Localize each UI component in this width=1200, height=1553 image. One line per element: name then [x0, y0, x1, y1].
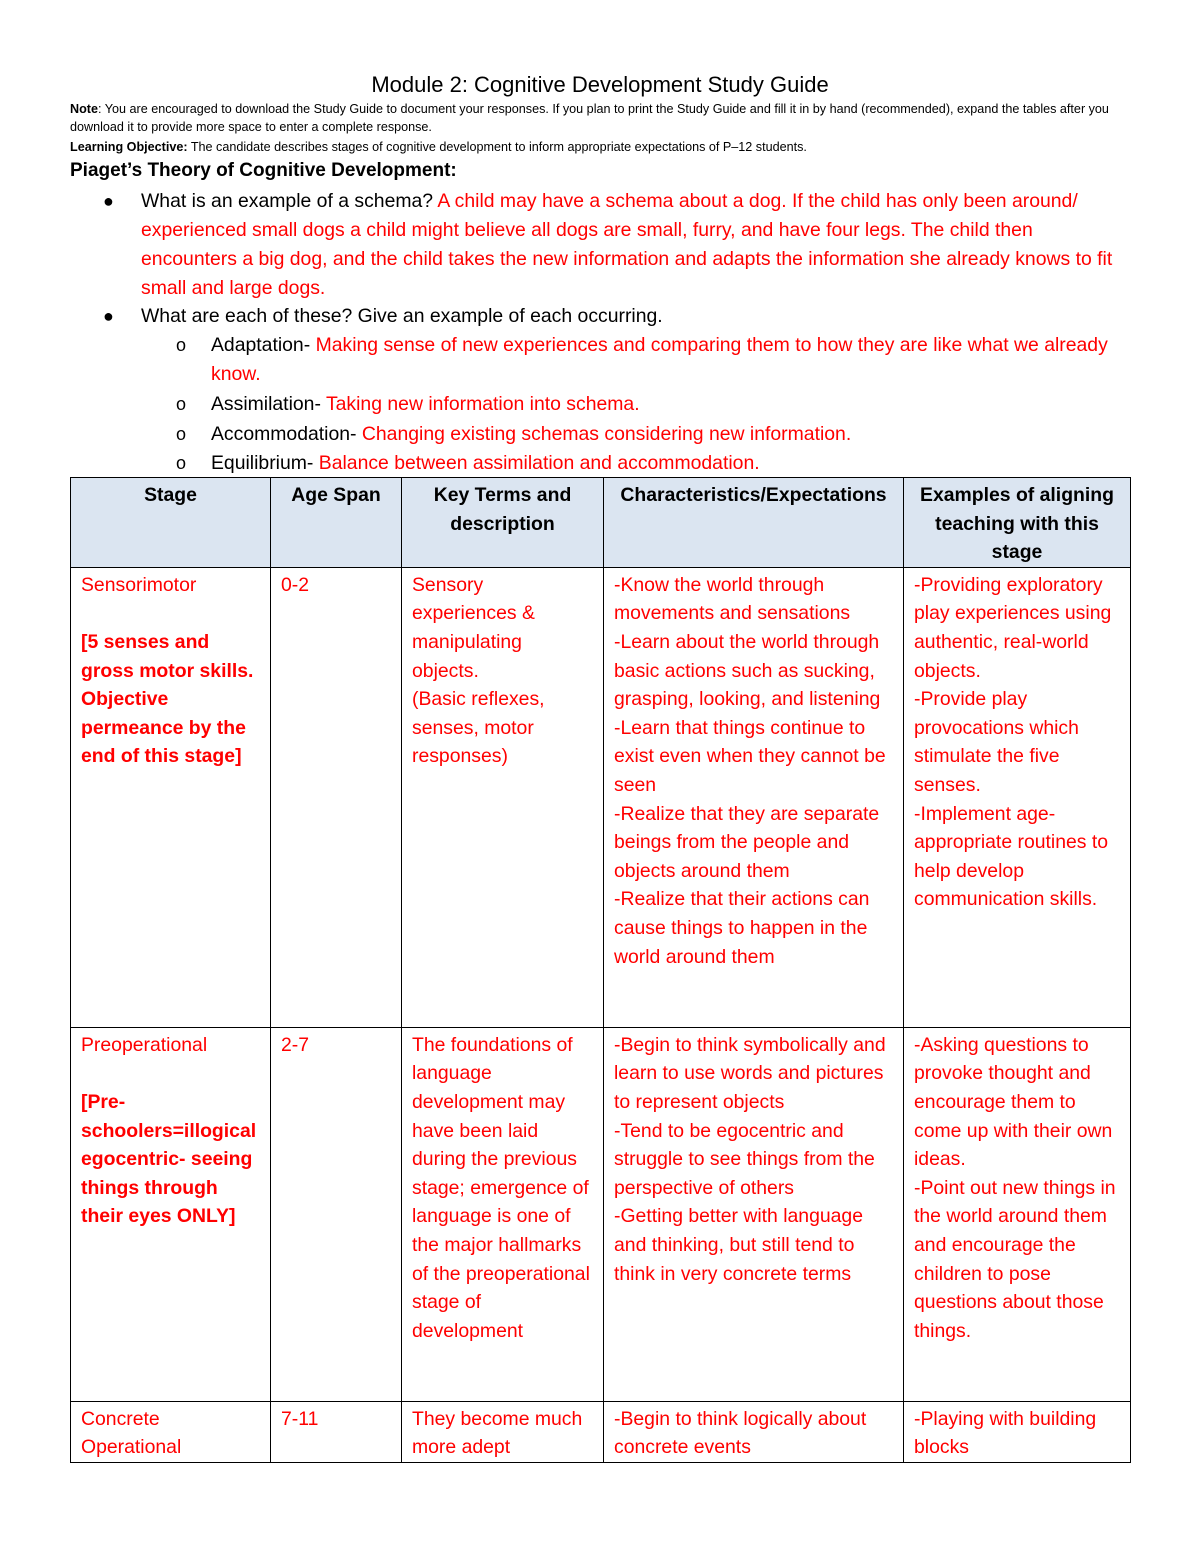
- examples-cell: -Providing exploratory play experiences using authentic, real-world objects. -Provide play provocations which stimulate the five senses. -Implement age-appropriate routines to help develop communication skills.: [904, 567, 1131, 1027]
- key-terms-cell: Sensory experiences & manipulating objects. (Basic reflexes, senses, motor responses): [402, 567, 604, 1027]
- question-terms: [141, 302, 1126, 331]
- question-schema: [141, 187, 1126, 303]
- examples-cell: -Asking questions to provoke thought and encourage them to come up with their own ideas. -Point out new things in the world around them and encourage the children to pose questions about those things.: [904, 1027, 1131, 1401]
- header-age-span: Age Span: [271, 478, 402, 568]
- circle-bullet-icon: o: [176, 424, 187, 444]
- age-span-cell: 0-2: [271, 567, 402, 1027]
- table-row: [71, 1401, 1131, 1462]
- page-title: Module 2: Cognitive Development Study Guide: [371, 72, 829, 97]
- circle-bullet-icon: o: [176, 335, 187, 355]
- question-text: What is an example of a schema?: [141, 190, 438, 212]
- note-paragraph: [70, 100, 1130, 136]
- question-text: What are each of these? Give an example of each occurring.: [141, 305, 663, 327]
- term-label: Accommodation-: [211, 423, 362, 445]
- stage-name: Sensorimotor: [81, 573, 197, 596]
- bullet-icon: ●: [103, 306, 114, 326]
- header-stage: Stage: [71, 478, 271, 568]
- term-accommodation: [211, 420, 1126, 449]
- stage-note: [5 senses and gross motor skills. Objective permeance by the end of this stage]: [81, 630, 254, 768]
- term-label: Assimilation-: [211, 393, 326, 415]
- characteristics-cell: -Know the world through movements and sensations -Learn about the world through basic actions such as sucking, grasping, looking, and listening -Learn that things continue to exist even when they cannot be seen -Realize that they are separate beings from the people and objects around them -Realize that their actions can cause things to happen in the world around them: [604, 567, 904, 1027]
- answer-text: A child may have a schema about a dog. If the child has only been around/ experienced small dogs a child might believe all dogs are small, furry, and have four legs. The child then encounters a big dog, and the child takes the new information and adapts the information she already knows to fit small and large dogs.: [141, 190, 1113, 299]
- section-heading: Piaget’s Theory of Cognitive Development:: [70, 160, 457, 181]
- term-label: Adaptation-: [211, 334, 316, 356]
- bullet-icon: ●: [103, 191, 114, 211]
- term-definition: Balance between assimilation and accommodation.: [318, 452, 760, 474]
- header-examples: Examples of aligning teaching with this stage: [904, 478, 1131, 568]
- table-row: [71, 1027, 1131, 1401]
- age-span-cell: 7-11: [271, 1401, 402, 1462]
- term-definition: Making sense of new experiences and comparing them to how they are like what we already know.: [211, 334, 1108, 385]
- key-terms-cell: They become much more adept: [402, 1401, 604, 1462]
- note-text: : You are encouraged to download the Study Guide to document your responses. If you plan to print the Study Guide and fill it in by hand (recommended), expand the tables after you download it to provide more space to enter a complete response.: [70, 102, 1109, 134]
- age-span-cell: 2-7: [271, 1027, 402, 1401]
- learning-objective-label: Learning Objective:: [70, 140, 188, 154]
- circle-bullet-icon: o: [176, 394, 187, 414]
- circle-bullet-icon: o: [176, 453, 187, 473]
- key-terms-cell: The foundations of language development may have been laid during the previous stage; emergence of language is one of the major hallmarks of the preoperational stage of development: [402, 1027, 604, 1401]
- stages-table: [70, 477, 1131, 1463]
- stage-cell: [71, 1027, 271, 1401]
- note-label: Note: [70, 102, 98, 116]
- characteristics-cell: -Begin to think logically about concrete events: [604, 1401, 904, 1462]
- term-assimilation: [211, 390, 1126, 419]
- learning-objective-text: The candidate describes stages of cognitive development to inform appropriate expectations of P–12 students.: [187, 140, 807, 154]
- header-key-terms: Key Terms and description: [402, 478, 604, 568]
- term-adaptation: [211, 331, 1126, 389]
- term-label: Equilibrium-: [211, 452, 319, 474]
- examples-cell: -Playing with building blocks: [904, 1401, 1131, 1462]
- term-definition: Taking new information into schema.: [325, 393, 640, 415]
- stage-cell: [71, 567, 271, 1027]
- learning-objective: [70, 138, 1130, 156]
- stage-note: [Pre-schoolers=illogical egocentric- seeing things through their eyes ONLY]: [81, 1090, 257, 1228]
- table-row: [71, 567, 1131, 1027]
- stage-name: Concrete Operational: [81, 1407, 182, 1459]
- table-header-row: [71, 478, 1131, 568]
- term-equilibrium: [211, 449, 1126, 478]
- stage-name: Preoperational: [81, 1033, 208, 1056]
- header-characteristics: Characteristics/Expectations: [604, 478, 904, 568]
- characteristics-cell: -Begin to think symbolically and learn to use words and pictures to represent objects -Tend to be egocentric and struggle to see things from the perspective of others -Getting better with language and thinking, but still tend to think in very concrete terms: [604, 1027, 904, 1401]
- term-definition: Changing existing schemas considering new information.: [361, 423, 852, 445]
- stage-cell: [71, 1401, 271, 1462]
